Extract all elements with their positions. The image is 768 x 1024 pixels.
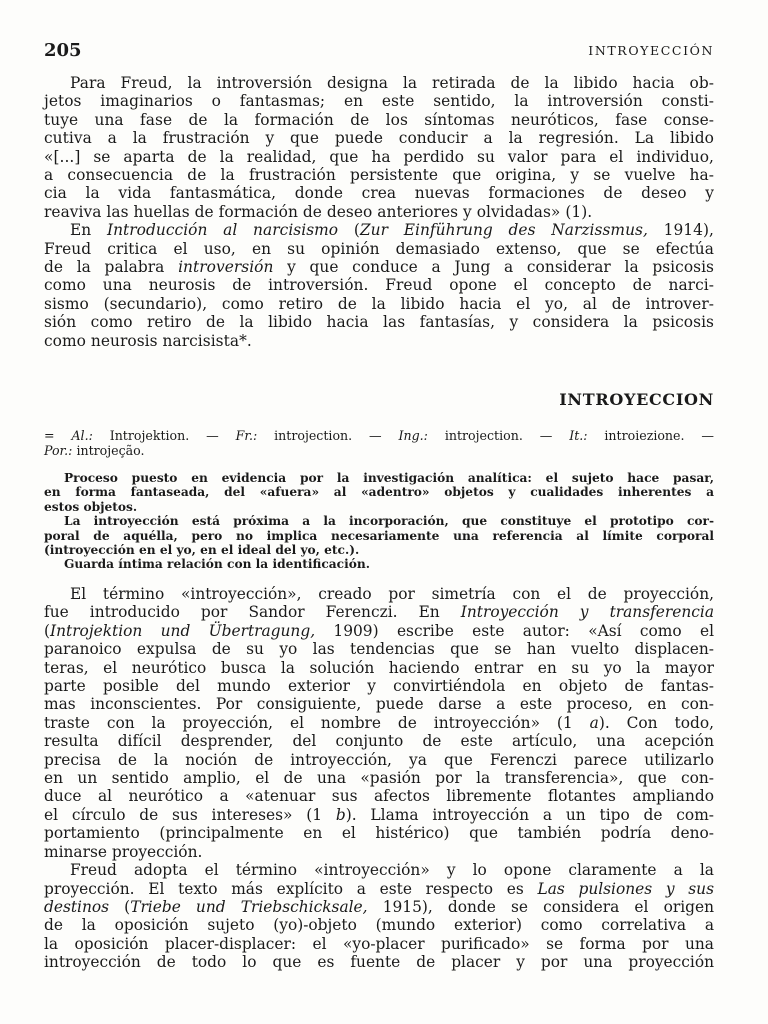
text-segment: tuye una fase de la formación de los síntomas neuróticos, fase conse-	[44, 110, 714, 129]
paragraph	[44, 221, 714, 350]
text-segment: (	[338, 221, 360, 240]
entry-definition	[44, 471, 714, 572]
text-line	[44, 787, 714, 805]
text-segment: traste con la proyección, el nombre de introyección» (1	[44, 713, 590, 732]
text-segment: proyección. El texto más explícito a este respecto es	[44, 879, 538, 898]
italic-text-segment: Fr.:	[235, 428, 258, 443]
entry-body-text	[44, 585, 714, 972]
text-line	[44, 732, 714, 750]
text-line	[44, 258, 714, 276]
paragraph	[44, 514, 714, 557]
text-line	[44, 585, 714, 603]
text-line	[44, 443, 714, 458]
text-segment: La introyección está próxima a la incorporación, que constituye el prototipo cor-	[64, 514, 714, 529]
text-segment: Freud critica el uso, en su opinión demasiado extenso, que se efectúa	[44, 239, 714, 258]
text-segment: Introjektion. —	[92, 428, 236, 443]
text-segment: Para Freud, la introversión designa la retirada de la libido hacia ob-	[70, 74, 714, 92]
text-line	[44, 806, 714, 824]
paragraph	[44, 428, 714, 458]
text-segment: introyección de todo lo que es fuente de placer y por una proyección	[44, 953, 714, 972]
italic-text-segment: Las pulsiones y sus	[537, 879, 714, 898]
text-segment: en un sentido amplio, el de una «pasión por la transferencia», que con-	[44, 769, 714, 788]
italic-text-segment: It.:	[569, 428, 588, 443]
text-segment: jetos imaginarios o fantasmas; en este sentido, la introversión consti-	[44, 92, 714, 111]
text-line	[44, 184, 714, 202]
text-segment: El término «introyección», creado por simetría con el de proyección,	[70, 585, 714, 603]
italic-text-segment: Ing.:	[398, 428, 428, 443]
paragraph	[44, 585, 714, 861]
text-line	[44, 677, 714, 695]
text-segment: poral de aquélla, pero no implica necesariamente una referencia al límite corporal	[44, 528, 714, 543]
text-segment: el círculo de sus intereses» (1	[44, 805, 336, 824]
text-line	[44, 514, 714, 528]
page-header	[44, 40, 714, 62]
text-segment: (	[109, 897, 131, 916]
text-segment: portamiento (principalmente en el histérico) que también podría deno-	[44, 824, 714, 843]
text-segment: =	[44, 428, 72, 443]
text-line	[44, 898, 714, 916]
text-segment: y que conduce a Jung a considerar la psicosis	[273, 258, 715, 277]
text-segment: reaviva las huellas de formación de deseo anteriores y olvidadas» (1).	[44, 202, 593, 221]
text-segment: como neurosis narcisista*.	[44, 331, 252, 350]
intro-text-block	[44, 74, 714, 350]
text-segment: precisa de la noción de introyección, ya que Ferenczi parece utilizarlo	[44, 750, 714, 769]
text-segment: «[...] se aparta de la realidad, que ha perdido su valor para el individuo,	[44, 147, 714, 166]
text-line	[44, 622, 714, 640]
text-segment: introjection. —	[257, 428, 399, 443]
text-segment: resulta difícil desprender, del conjunto de este artículo, una acepción	[44, 732, 714, 751]
text-line	[44, 659, 714, 677]
text-segment: introjeção.	[72, 443, 145, 458]
text-segment: (introyección en el yo, en el ideal del yo, etc.).	[44, 543, 360, 558]
text-segment: a consecuencia de la frustración persistente que origina, y se vuelve ha-	[44, 166, 714, 185]
text-line	[44, 861, 714, 879]
text-line	[44, 221, 714, 239]
text-segment: cutiva a la frustración y que puede conducir a la regresión. La libido	[44, 129, 714, 148]
text-line	[44, 240, 714, 258]
paragraph	[44, 471, 714, 514]
text-line	[44, 92, 714, 110]
text-segment: estos objetos.	[44, 499, 138, 514]
text-segment: sión como retiro de la libido hacia las fantasías, y considera la psicosis	[44, 313, 714, 332]
text-line	[44, 529, 714, 543]
text-line	[44, 428, 714, 443]
language-equivalents	[44, 428, 714, 458]
italic-text-segment: Triebe und Triebschicksale,	[130, 897, 368, 916]
text-segment: en forma fantaseada, del «afuera» al «adentro» objetos y cualidades inherentes a	[44, 485, 714, 500]
text-segment: 1909) escribe este autor: «Así como el	[315, 621, 714, 640]
text-line	[44, 557, 714, 571]
text-segment: En	[70, 221, 107, 240]
text-line	[44, 880, 714, 898]
text-line	[44, 916, 714, 934]
text-segment: la oposición placer-displacer: el «yo-placer purificado» se forma por una	[44, 934, 714, 953]
text-segment: introjection. —	[427, 428, 570, 443]
text-line	[44, 695, 714, 713]
text-line	[44, 166, 714, 184]
italic-text-segment: Zur Einführung des Narzissmus,	[359, 221, 648, 240]
paragraph	[44, 74, 714, 221]
italic-text-segment: introversión	[178, 258, 274, 277]
text-line	[44, 485, 714, 499]
paragraph	[44, 557, 714, 571]
text-segment: minarse proyección.	[44, 842, 203, 861]
italic-text-segment: a	[589, 713, 599, 732]
text-segment: 1914),	[647, 221, 714, 240]
text-segment: de la oposición sujeto (yo)-objeto (mundo exterior) como correlativa a	[44, 916, 714, 935]
text-line	[44, 769, 714, 787]
text-line	[44, 500, 714, 514]
text-line	[44, 148, 714, 166]
text-line	[44, 203, 714, 221]
running-head: INTROYECCIÓN	[588, 43, 714, 58]
text-line	[44, 543, 714, 557]
text-line	[44, 74, 714, 92]
text-segment: mas inconscientes. Por consiguiente, puede darse a este proceso, en con-	[44, 695, 714, 714]
text-line	[44, 603, 714, 621]
text-segment: Freud adopta el término «introyección» y lo opone claramente a la	[70, 861, 714, 880]
text-segment: (	[44, 621, 51, 640]
text-segment: de la palabra	[44, 258, 179, 277]
text-line	[44, 313, 714, 331]
text-line	[44, 640, 714, 658]
text-segment: fue introducido por Sandor Ferenczi. En	[44, 603, 461, 622]
italic-text-segment: Introjektion und Übertragung,	[50, 621, 316, 640]
italic-text-segment: Al.:	[71, 428, 93, 443]
text-segment: cia la vida fantasmática, donde crea nuevas formaciones de deseo y	[44, 184, 714, 203]
text-line	[44, 332, 714, 350]
text-line	[44, 751, 714, 769]
text-segment: como una neurosis de introversión. Freud opone el concepto de narci-	[44, 276, 714, 295]
text-segment: ). Llama introyección a un tipo de com-	[345, 805, 714, 824]
text-line	[44, 111, 714, 129]
text-line	[44, 276, 714, 294]
text-segment: Proceso puesto en evidencia por la investigación analítica: el sujeto hace pasar,	[64, 471, 714, 485]
text-segment: sismo (secundario), como retiro de la libido hacia el yo, al de introver-	[44, 294, 714, 313]
text-line	[44, 129, 714, 147]
italic-text-segment: Introducción al narcisismo	[106, 221, 339, 240]
text-line	[44, 471, 714, 485]
text-line	[44, 935, 714, 953]
text-line	[44, 953, 714, 971]
page-number: 205	[44, 40, 82, 61]
text-line	[44, 714, 714, 732]
text-segment: Guarda íntima relación con la identificación.	[64, 557, 370, 572]
paragraph	[44, 861, 714, 971]
text-segment: duce al neurótico a «atenuar sus afectos libremente flotantes ampliando	[44, 787, 714, 806]
text-line	[44, 824, 714, 842]
text-segment: 1915), donde se considera el origen	[367, 897, 714, 916]
text-segment: ). Con todo,	[598, 713, 714, 732]
italic-text-segment: Introyección y transferencia	[460, 603, 714, 622]
entry-heading: INTROYECCION	[559, 390, 714, 409]
italic-text-segment: b	[335, 805, 346, 824]
text-segment: parte posible del mundo exterior y convirtiéndola en objeto de fantas-	[44, 677, 714, 696]
italic-text-segment: destinos	[44, 897, 110, 916]
text-segment: paranoico expulsa de su yo las tendencias que se han vuelto displacen-	[44, 640, 714, 659]
italic-text-segment: Por.:	[44, 443, 73, 458]
text-segment: introiezione. —	[587, 428, 714, 443]
text-line	[44, 295, 714, 313]
text-segment: teras, el neurótico busca la solución haciendo entrar en su yo la mayor	[44, 658, 714, 677]
text-line	[44, 843, 714, 861]
